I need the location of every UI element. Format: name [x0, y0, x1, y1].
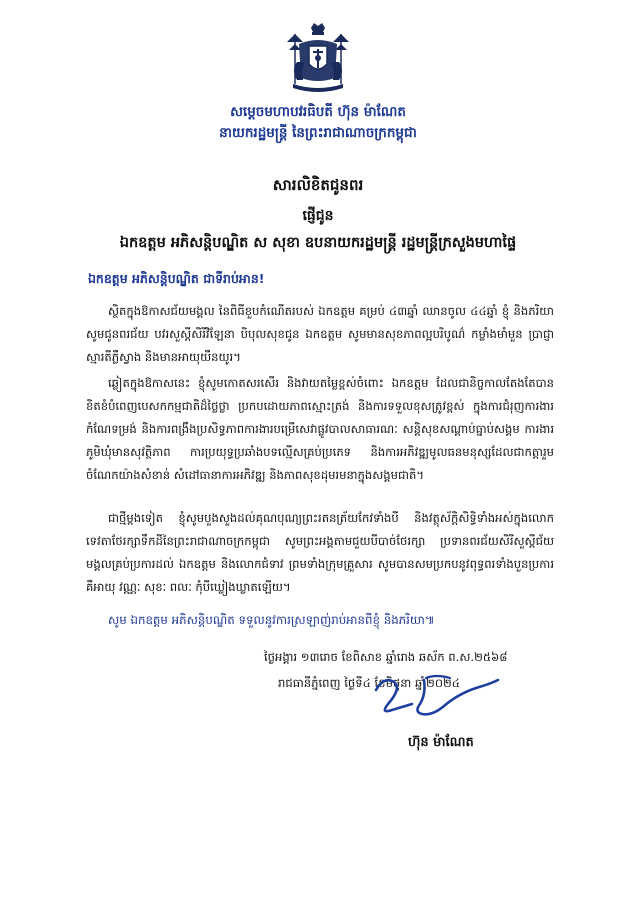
- letter-title: សារលិខិតជូនពរ: [272, 176, 364, 194]
- closing-line: សូម ឯកឧត្តម អភិសន្តិបណ្ឌិត ទទួលនូវការស្រឡាញ់រាប់អានពីខ្ញុំ និងភរិយា៕: [108, 613, 435, 627]
- paragraph-birthday-wishes: ស្ថិតក្នុងឱកាសជ័យមង្គល នៃពិធីខួបកំណើតរបស់ ឯកឧត្តម គម្រប់ ៤៣ឆ្នាំ ឈានចូល ៤៤ឆ្នាំ ខ្ញុំ និងភរិយា សូមជូនពរជ័យ បវរសួស្តីសិរីវិឡែនា បិបុលសុខជូន ឯកឧត្តម សូមមានសុខភាពល្អបរិបូណ៌ កម្លាំងមាំមួន ប្រាជ្ញាស្មារតីភ្លឺស្វាង និងមានអាយុយឺនយូរ។: [86, 304, 554, 364]
- letter-recipient: ឯកឧត្តម អភិសន្តិបណ្ឌិត ស សុខា ឧបនាយករដ្ឋមន្ត្រី រដ្ឋមន្ត្រីក្រសួងមហាផ្ទៃ: [119, 235, 517, 251]
- signer-name: ហ៊ុន ម៉ាណែត: [408, 735, 474, 750]
- paragraph-blessings: ជាថ្មីម្តងទៀត ខ្ញុំសូមបួងសួងដល់គុណបុណ្យព្រះរតនត្រ័យកែវទាំងបី និងវត្ថុស័ក្តិសិទ្ធិទាំងអស់ក្នុងលោក ទេវតាថែរក្សាទឹកដីនៃព្រះរាជាណាចក្រកម្ពុជា សូមព្រះអង្គតាមជួយបីបាច់ថែរក្សា ប្រទានពរជ័យសិរីសួស្តីជ័យមង្គលគ្រប់ប្រការដល់ ឯកឧត្តម និងលោកជំទាវ ព្រមទាំងក្រុមគ្រួសារ សូមបានសមប្រកបនូវពុទ្ធពរទាំងបួនប្រការ គឺអាយុ វណ្ណៈ សុខៈ ពលៈ កុំបីឃ្លៀងឃ្លាតឡើយ។: [86, 511, 554, 594]
- lunar-date: ថ្ងៃអង្គារ ១៣រោច ខែពិសាខ ឆ្នាំរោង ឆស័ក ព.ស.២៥៦៨: [264, 650, 508, 664]
- place-and-date: រាជធានីភ្នំពេញ ថ្ងៃទី៤ ខែមិថុនា ឆ្នាំ២០២៤: [278, 676, 461, 690]
- author-position: នាយករដ្ឋមន្ត្រី នៃព្រះរាជាណាចក្រកម្ពុជា: [219, 125, 417, 141]
- paragraph-appreciation: ឆ្លៀតក្នុងឱកាសនេះ ខ្ញុំសូមកោតសរសើរ និងវាយតម្លៃខ្ពស់ចំពោះ ឯកឧត្តម ដែលជានិច្ចកាលតែងតែបានខិតខំបំពេញបេសកកម្មជាតិដ៏ថ្លៃថ្លា ប្រកបដោយភាពស្មោះត្រង់ និងការទទួលខុសត្រូវខ្ពស់ ក្នុងការជំរុញការងារកំណែទម្រង់ និងការពង្រឹងប្រសិទ្ធភាពការងារបម្រើសេវាផ្លូវបាលសាធារណៈ សន្តិសុខសណ្តាប់ធ្នាប់សង្គម ការងារភូមិឃុំមានសុវត្ថិភាព ការប្រយុទ្ធប្រឆាំងបទល្មើសគ្រប់ប្រភេទ និងការអភិវឌ្ឍមូលធនមនុស្សដែលជាកត្តារួមចំណែកយ៉ាងសំខាន់ សំដៅធានាការអភិវឌ្ឍ និងភាពសុខដុមរមនាក្នុងសង្គមជាតិ។: [86, 376, 554, 482]
- salutation: ឯកឧត្តម អភិសន្តិបណ្ឌិត ជាទីរាប់អាន!: [88, 271, 265, 286]
- letter-addressed-to-label: ផ្ញើជូន: [302, 208, 334, 224]
- author-title: សម្តេចមហាបវរធិបតី ហ៊ុន ម៉ាណែត: [230, 104, 406, 120]
- royal-arms-emblem-icon: [281, 22, 355, 96]
- signature-icon: [366, 668, 506, 728]
